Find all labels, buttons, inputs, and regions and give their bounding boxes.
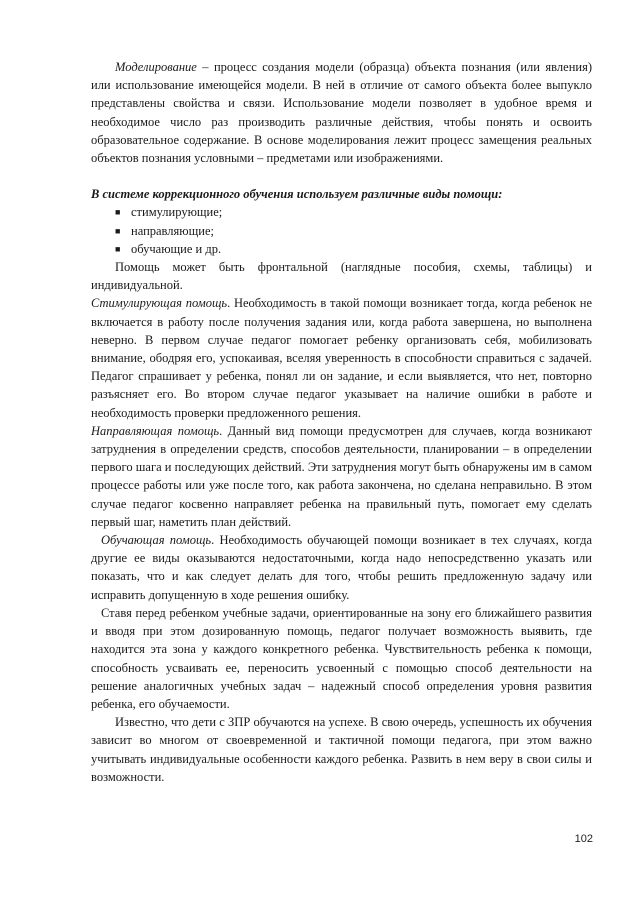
paragraph-help-forms: Помощь может быть фронтальной (наглядные пособия, схемы, таблицы) и индивидуальной.	[91, 260, 592, 293]
list-item	[115, 240, 592, 258]
list-item	[115, 222, 592, 240]
list-item-text: направляющие;	[131, 223, 214, 238]
list-item-text: стимулирующие;	[131, 205, 223, 220]
paragraph-stimulating-help	[91, 294, 592, 421]
bullet-icon: ■	[115, 207, 121, 218]
bullet-icon: ■	[115, 225, 121, 236]
section-heading: В системе коррекционного обучения используем различные виды помощи:	[91, 187, 503, 202]
paragraph-teaching-help-text: . Необходимость обучающей помощи возникает в тех случаях, когда другие ее виды оказываются недостаточными, когда надо непосредственно указать или показать, что и как следует делать для того, чтобы решить предложенную задачу или исправить допущенную в ходе решения ошибку.	[91, 533, 592, 602]
list-item	[115, 203, 592, 221]
list-item-text: обучающие и др.	[131, 241, 222, 256]
paragraph-directing-help-text: . Данный вид помощи предусмотрен для случаев, когда возникают затруднения в определении средств, способов деятельности, планировании – в определении первого шага и последующих действий. Эти затруднения могут быть обнаружены им в самом процессе работы или уже после того, как работа закончена, но сделана неправильно. В этом случае педагог косвенно направляет ребенка на правильный путь, помогает ему сделать первый шаг, наметить план действий.	[91, 423, 592, 529]
page-number: 102	[574, 833, 593, 845]
term-directing-help: Направляющая помощь	[91, 423, 220, 438]
paragraph-stimulating-help-text: . Необходимость в такой помощи возникает тогда, когда ребенок не включается в работу после получения задания или, когда работа завершена, но выполнена неверно. В первом случае педагог помогает ребенку организовать себя, мобилизовать внимание, ободряя его, успокаивая, вселяя уверенность в способности справиться с задачей. Педагог спрашивает у ребенка, понял ли он задание, и если выявляется, что нет, повторно разъясняет его. Во втором случае педагог указывает на наличие ошибки в работе и необходимость проверки предложенного решения.	[91, 296, 593, 420]
term-stimulating-help: Стимулирующая помощь	[91, 296, 228, 311]
term-modeling: Моделирование	[115, 60, 197, 74]
paragraph-directing-help	[91, 422, 592, 531]
paragraph-learning-tasks: Ставя перед ребенком учебные задачи, ориентированные на зону его ближайшего развития и вводя при этом дозированную помощь, педагог получает возможность выявить, где находится эта зона у каждого конкретного ребенка. Чувствительность ребенка к помощи, способность усваивать ее, переносить усвоенный с помощью способ деятельности на решение аналогичных учебных задач – надежный способ определения уровня развития ребенка, его обучаемости.	[91, 605, 592, 711]
paragraph-modeling	[91, 58, 592, 167]
bullet-icon: ■	[115, 243, 121, 254]
document-page	[91, 58, 592, 786]
paragraph-success: Известно, что дети с ЗПР обучаются на успехе. В свою очередь, успешность их обучения зависит во многом от своевременной и тактичной помощи педагога, при этом важно учитывать индивидуальные особенности каждого ребенка. Развить в нем веру в свои силы и возможности.	[91, 715, 592, 784]
paragraph-modeling-text: – процесс создания модели (образца) объекта познания (или явления) или использование имеющейся модели. В ней в отличие от самого объекта более выпукло представлены свойства и связи. Использование модели позволяет в удобное время и необходимое число раз производить различные действия, чтобы понять и освоить образовательное содержание. В основе моделирования лежит процесс замещения реальных объектов познания условными – предметами или изображениями.	[91, 60, 592, 166]
term-teaching-help: Обучающая помощь	[101, 533, 212, 548]
paragraph-teaching-help	[91, 531, 592, 604]
help-types-list	[91, 203, 592, 258]
